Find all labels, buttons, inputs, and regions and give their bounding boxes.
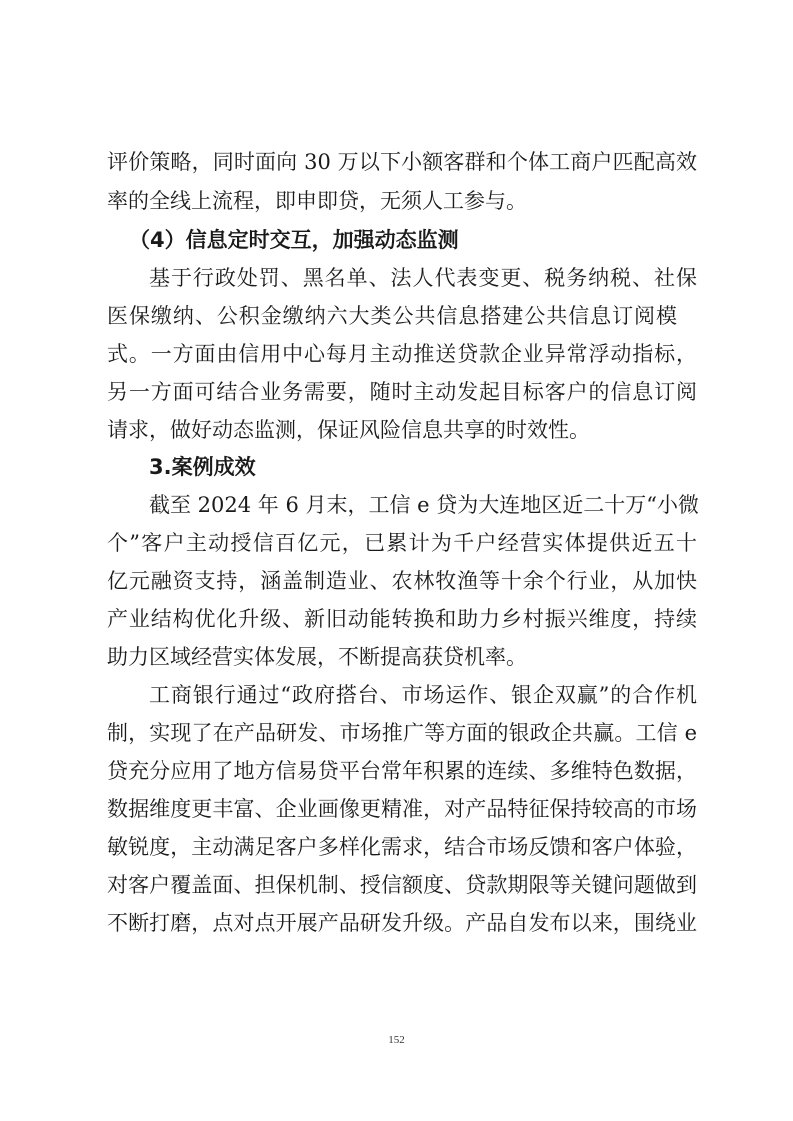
body-line: 医保缴纳、公积金缴纳六大类公共信息搭建公共信息订阅模: [107, 304, 677, 328]
body-line: 不断打磨，点对点开展产品研发升级。产品自发布以来，围绕业: [107, 911, 697, 935]
body-line: 工商银行通过“政府搭台、市场运作、银企双赢”的合作机: [149, 683, 697, 707]
body-line: 式。一方面由信用中心每月主动推送贷款企业异常浮动指标，: [107, 342, 697, 366]
body-line: 请求，做好动态监测，保证风险信息共享的时效性。: [107, 418, 590, 442]
body-line: 产业结构优化升级、新旧动能转换和助力乡村振兴维度，持续: [107, 607, 697, 631]
page-number: 152: [388, 1034, 405, 1046]
body-line: 敏锐度，主动满足客户多样化需求，结合市场反馈和客户体验，: [107, 835, 697, 859]
body-line: 制，实现了在产品研发、市场推广等方面的银政企共赢。工信 e: [107, 721, 697, 745]
body-line: 评价策略，同时面向 30 万以下小额客群和个体工商户匹配高效: [107, 150, 697, 174]
body-line: 对客户覆盖面、担保机制、授信额度、贷款期限等关键问题做到: [107, 873, 697, 897]
body-line: 个”客户主动授信百亿元，已累计为千户经营实体提供近五十: [107, 531, 697, 555]
section-heading: （4）信息定时交互，加强动态监测: [129, 228, 459, 252]
body-line: 数据维度更丰富、企业画像更精准，对产品特征保持较高的市场: [107, 797, 697, 821]
body-line: 基于行政处罚、黑名单、法人代表变更、税务纳税、社保: [149, 266, 697, 290]
body-line: 助力区域经营实体发展，不断提高获贷机率。: [107, 645, 527, 669]
body-line: 率的全线上流程，即申即贷，无须人工参与。: [107, 189, 527, 213]
body-line: 亿元融资支持，涵盖制造业、农林牧渔等十余个行业，从加快: [107, 569, 697, 593]
body-line: 截至 2024 年 6 月末，工信 e 贷为大连地区近二十万“小微: [149, 493, 700, 517]
body-line: 贷充分应用了地方信易贷平台常年积累的连续、多维特色数据，: [107, 759, 697, 783]
section-heading: 3.案例成效: [149, 455, 256, 479]
body-line: 另一方面可结合业务需要，随时主动发起目标客户的信息订阅: [107, 380, 697, 404]
